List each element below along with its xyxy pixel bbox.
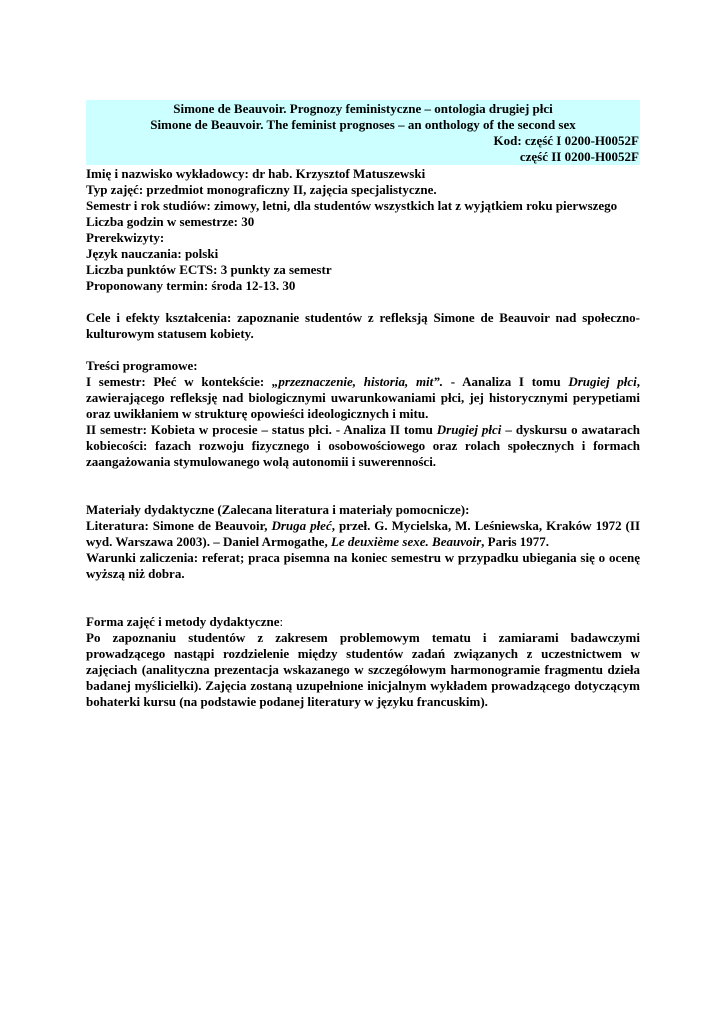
- course-code-part-1: Kod: część I 0200-H0052F: [493, 133, 639, 148]
- methods-heading: [86, 614, 640, 630]
- methods-heading-colon: :: [279, 614, 284, 629]
- course-title-polish: Simone de Beauvoir. Prognozy feministyczne – ontologia drugiej płci: [173, 101, 553, 116]
- methods-heading-text: Forma zajęć i metody dydaktyczne: [86, 614, 280, 629]
- materials-heading: Materiały dydaktyczne (Zalecana literatura i materiały pomocnicze):: [86, 502, 470, 517]
- course-header: [86, 100, 640, 165]
- sem2-description: – dyskursu o awatarach kobiecości: fazach rozwoju fizycznego i osobowościowego oraz rolach społecznych i formach zaangażowania stymulowanego wolą autonomii i suwerenności.: [86, 422, 641, 469]
- course-document: [86, 100, 640, 710]
- ects-line: Liczba punktów ECTS: 3 punkty za semestr: [86, 262, 332, 277]
- term-line: Proponowany termin: środa 12-13. 30: [86, 278, 296, 293]
- literature-details: , przeł. G. Mycielska, M. Leśniewska, Kraków 1972 (II wyd. Warszawa 2003). – Daniel Armogathe,: [86, 518, 641, 549]
- literature-book-2: Le deuxième sexe. Beauvoir: [330, 534, 482, 549]
- lecturer-line: Imię i nazwisko wykładowcy: dr hab. Krzysztof Matuszewski: [86, 166, 426, 181]
- conditions-paragraph: Warunki zaliczenia: referat; praca pisemna na koniec semestru w przypadku ubiegania się o ocenę wyższą niż dobra.: [86, 550, 640, 581]
- prerequisites-line: Prerekwizyty:: [86, 230, 165, 245]
- language-line: Język nauczania: polski: [86, 246, 219, 261]
- sem1-analysis: - Aanaliza I tomu: [443, 374, 569, 389]
- sem2-book-title: Drugiej płci: [436, 422, 502, 437]
- methods-paragraph: Po zapoznaniu studentów z zakresem problemowym tematu i zamiarami badawczymi prowadzącego nastąpi rozdzielenie między studentów zadań związanych z uczestnictwem w zajęciach (analityczna prezentacja wskazanego w szczegółowym harmonogramie fragmentu dzieła badanej myślicielki). Zajęcia zostaną uzupełnione inicjalnym wykładem prowadzącego dotyczącym bohaterki kursu (na podstawie podanej literatury w języku francuskim).: [86, 630, 640, 709]
- goals-paragraph: Cele i efekty kształcenia: zapoznanie studentów z refleksją Simone de Beauvoir nad społeczno-kulturowym statusem kobiety.: [86, 310, 640, 341]
- sem1-quote: „przeznaczenie, historia, mit”.: [271, 374, 444, 389]
- program-semester-2: [86, 422, 640, 470]
- program-heading: Treści programowe:: [86, 358, 198, 373]
- sem1-intro: I semestr: Płeć w kontekście:: [86, 374, 272, 389]
- program-semester-1: [86, 374, 640, 422]
- literature-paragraph: [86, 518, 640, 550]
- literature-end: , Paris 1977.: [481, 534, 550, 549]
- literature-book-1: Druga płeć: [271, 518, 332, 533]
- literature-intro: Literatura: Simone de Beauvoir,: [86, 518, 272, 533]
- sem2-intro: II semestr: Kobieta w procesie – status płci. - Analiza II tomu: [86, 422, 437, 437]
- semester-line: Semestr i rok studiów: zimowy, letni, dla studentów wszystkich lat z wyjątkiem roku pierwszego: [86, 198, 618, 213]
- hours-line: Liczba godzin w semestrze: 30: [86, 214, 255, 229]
- sem1-book-title: Drugiej płci: [568, 374, 637, 389]
- course-code-part-2: część II 0200-H0052F: [519, 149, 639, 164]
- course-title-english: Simone de Beauvoir. The feminist prognoses – an onthology of the second sex: [150, 117, 576, 132]
- sem1-description: , zawierającego refleksję nad biologicznymi uwarunkowaniami płci, jej historycznymi perypetiami oraz uwikłaniem w strukturę opowieści ideologicznych i mitu.: [86, 374, 640, 421]
- course-info: [86, 166, 640, 294]
- class-type-line: Typ zajęć: przedmiot monograficzny II, zajęcia specjalistyczne.: [86, 182, 437, 197]
